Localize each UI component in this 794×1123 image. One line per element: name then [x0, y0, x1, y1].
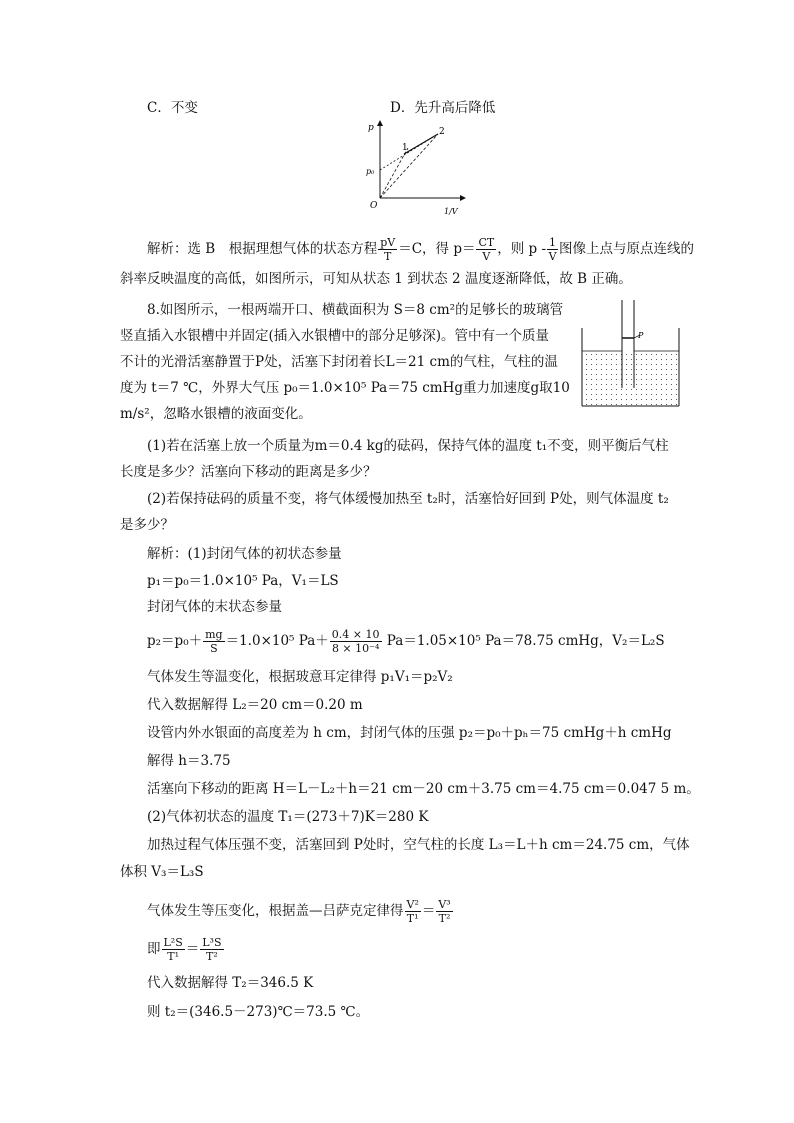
q8-line-3: 不计的光滑活塞静置于P处，活塞下封闭着长L＝21 cm的气柱，气柱的温 [120, 354, 558, 370]
sol-line-13: 气体发生等压变化，根据盖—吕萨克定律得 $\frac{\text{V²}}{\text{T¹}}$ ＝ $\frac{\text{V³}}{\text{T²}}$ [147, 898, 451, 925]
q8-line-4: 度为 t＝7 ℃，外界大气压 p₀＝1.0×10⁵ Pa＝75 cmHg重力加速度g取10 [120, 380, 570, 396]
sol-line-8: 解得 h＝3.75 [147, 753, 231, 769]
sol-line-11: 加热过程气体压强不变，活塞回到 P处时，空气柱的长度 L₃＝L＋h cm＝24.75 cm，气体 [147, 837, 690, 853]
state-2-label: 2 [439, 127, 445, 137]
axis-label-p0: p₀ [366, 167, 375, 176]
axis-label-inverse-v: 1/V [444, 207, 458, 216]
q8-part2-line-1: (2)若保持砝码的质量不变，将气体缓慢加热至 t₂时，活塞恰好回到 P处，则气体温度 t₂ [147, 491, 669, 507]
q8-part1-line-1: (1)若在活塞上放一个质量为m＝0.4 kg的砝码，保持气体的温度 t₁不变，则平衡后气柱 [147, 438, 669, 454]
axis-label-p: p [368, 123, 374, 133]
q8-line-1: 8.如图所示，一根两端开口、横截面积为 S＝8 cm²的足够长的玻璃管 [147, 302, 564, 318]
sol-line-4: p₂＝p₀＋ $\frac{mg}{S}$ ＝1.0×10⁵ Pa＋ $\frac{0.4 \times 10}{\text{8 × 10⁻⁴}}$ Pa＝1.05×10⁵ Pa＝78.75 cmHg，V₂＝L₂S [147, 628, 665, 655]
sol-line-10: (2)气体初状态的温度 T₁＝(273＋7)K＝280 K [147, 809, 429, 825]
sol-line-1: 解析：(1)封闭气体的初状态参量 [147, 546, 342, 562]
tube-in-mercury-diagram [580, 298, 682, 410]
q8-part2-line-2: 是多少？ [120, 517, 174, 533]
sol-line-15: 代入数据解得 T₂＝346.5 K [147, 975, 314, 991]
sol-line-2: p₁＝p₀＝1.0×10⁵ Pa，V₁＝LS [147, 573, 339, 589]
q8-line-5: m/s²，忽略水银槽的液面变化。 [120, 406, 312, 422]
state-1-label: 1 [402, 143, 408, 153]
sol-line-6: 代入数据解得 L₂＝20 cm＝0.20 m [147, 697, 363, 713]
sol-line-5: 气体发生等温变化，根据玻意耳定律得 p₁V₁＝p₂V₂ [147, 669, 453, 685]
q8-line-2: 竖直插入水银槽中并固定(插入水银槽中的部分足够深)。管中有一个质量 [120, 328, 550, 344]
sol-line-3: 封闭气体的末状态参量 [147, 599, 282, 615]
sol-line-9: 活塞向下移动的距离 H＝L－L₂＋h＝21 cm－20 cm＋3.75 cm＝4.75 cm＝0.047 5 m。 [147, 781, 700, 797]
q8-part1-line-2: 长度是多少？活塞向下移动的距离是多少？ [120, 464, 377, 480]
origin-label: O [370, 201, 378, 211]
piston-label: P [638, 331, 644, 340]
analysis-line-2: 斜率反映温度的高低，如图所示，可知从状态 1 到状态 2 温度逐渐降低，故 B 正确。 [120, 271, 632, 287]
sol-line-12: 体积 V₃＝L₃S [120, 864, 204, 880]
p-inverse-v-graph [360, 118, 470, 218]
sol-line-7: 设管内外水银面的高度差为 h cm，封闭气体的压强 p₂＝p₀＋pₕ＝75 cmHg＋h cmHg [147, 725, 672, 741]
sol-line-16: 则 t₂＝(346.5－273)℃＝73.5 ℃。 [147, 1004, 370, 1020]
sol-line-14: 即 $\frac{\text{L²S}}{\text{T¹}}$ ＝ $\frac{\text{L³S}}{\text{T²}}$ [147, 936, 222, 963]
analysis-line-1: 解析：选 B 根据理想气体的状态方程 $\frac{pV}{T}$ ＝C，得 p＝ $\frac{CT}{V}$ ，则 p - $\frac{1}{V}$ 图像上点与原点连线的 [147, 236, 695, 263]
option-d: D．先升高后降低 [390, 100, 496, 116]
option-c: C．不变 [147, 100, 198, 116]
